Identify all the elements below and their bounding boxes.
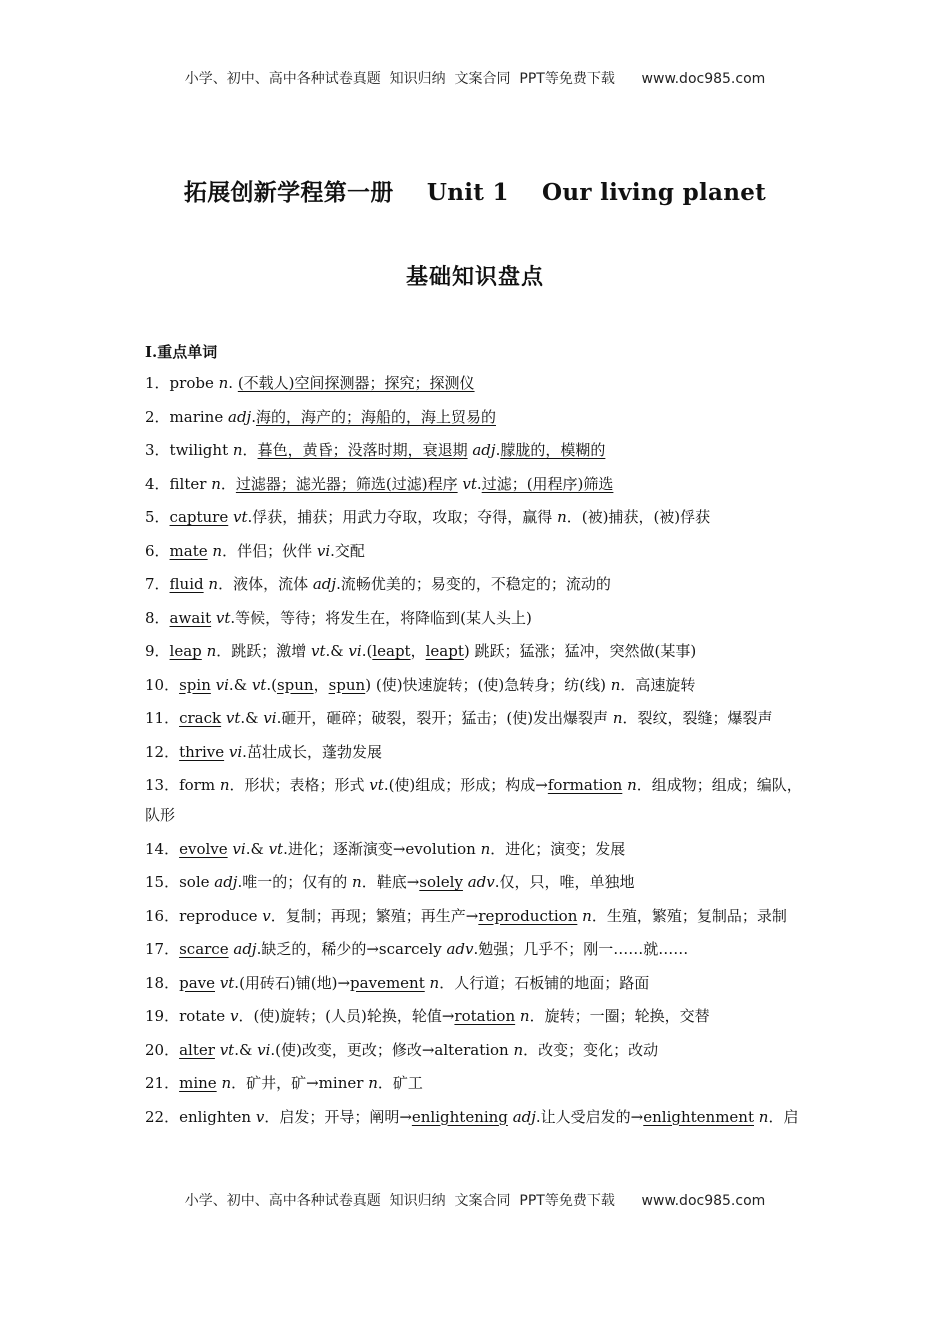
underlined-term: fluid xyxy=(169,575,204,593)
entry-text: enlighten xyxy=(179,1107,256,1126)
entry-text: .进化；逐渐演变→evolution xyxy=(283,839,481,858)
entry-text: ．裂纹，裂缝；爆裂声 xyxy=(622,709,773,727)
underlined-term: 过滤器；滤光器；筛选(过滤)程序 xyxy=(235,474,458,493)
entry-number: 3． xyxy=(145,441,170,459)
part-of-speech: adj xyxy=(472,441,496,459)
document-title: 拓展创新学程第一册 Unit 1 Our living planet xyxy=(183,179,767,206)
entry-text: .茁壮成长，蓬勃发展 xyxy=(242,742,382,761)
vocab-entry xyxy=(145,934,807,964)
entry-text: twilight xyxy=(169,441,233,459)
entry-text: ．组成物；组成；编队，队形 xyxy=(145,776,802,824)
entry-text: .让人受启发的→ xyxy=(535,1107,644,1126)
entry-number: 20． xyxy=(145,1040,180,1059)
entry-text: ．改变；变化；改动 xyxy=(523,1040,659,1059)
part-of-speech: n xyxy=(519,1007,530,1025)
part-of-speech: adj xyxy=(512,1107,536,1126)
entry-text: .仅，只，唯，单独地 xyxy=(494,873,635,891)
vocab-entry xyxy=(145,502,807,532)
vocab-entry xyxy=(145,636,807,666)
entry-number: 22． xyxy=(145,1107,180,1126)
entry-text: ．高速旋转 xyxy=(620,675,696,694)
entry-text: .交配 xyxy=(330,541,365,560)
part-of-speech: vt xyxy=(225,709,241,727)
vocab-entry xyxy=(145,901,807,931)
part-of-speech: n xyxy=(219,776,230,794)
part-of-speech: v xyxy=(229,1007,239,1025)
entry-number: 4． xyxy=(145,474,170,493)
part-of-speech: vi xyxy=(228,742,243,761)
underlined-term: scarce xyxy=(179,940,229,958)
entry-text: ．复制；再现；繁殖；再生产→ xyxy=(270,906,479,925)
underlined-term: reproduction xyxy=(478,906,578,925)
entry-text: form xyxy=(179,776,220,794)
vocab-entry xyxy=(145,1102,807,1132)
underlined-term: leapt xyxy=(372,642,411,660)
part-of-speech: adj xyxy=(312,575,337,593)
underlined-term: leap xyxy=(169,642,202,660)
entry-text: .等候，等待；将发生在，将降临到(某人头上) xyxy=(230,608,532,627)
entry-text: ．矿井，矿→miner xyxy=(231,1074,369,1092)
part-of-speech: vi xyxy=(257,1040,271,1059)
entry-number: 10． xyxy=(145,675,180,694)
part-of-speech: n xyxy=(758,1107,769,1126)
underlined-term: solely xyxy=(419,873,463,891)
part-of-speech: n xyxy=(612,709,623,727)
part-of-speech: vt xyxy=(462,474,477,493)
vocab-entry xyxy=(145,536,807,566)
part-of-speech: n xyxy=(627,776,637,794)
underlined-term: (不载人)空间探测器；探究；探测仪 xyxy=(237,374,475,392)
entry-text: .( xyxy=(361,642,373,660)
part-of-speech: v xyxy=(255,1107,265,1126)
entry-text: ． xyxy=(220,474,236,493)
entry-text: ．(被)捕获，(被)俘获 xyxy=(566,508,711,526)
part-of-speech: n xyxy=(211,474,221,493)
entry-number: 6． xyxy=(145,541,170,560)
vocabulary-list xyxy=(145,368,807,1135)
vocab-entry xyxy=(145,569,807,599)
part-of-speech: n xyxy=(610,675,621,694)
part-of-speech: adj xyxy=(233,940,257,958)
entry-text: . xyxy=(495,441,501,459)
entry-text: ．伴侣；伙伴 xyxy=(222,541,317,560)
underlined-term: mate xyxy=(169,541,208,560)
entry-text: .唯一的；仅有的 xyxy=(237,873,353,891)
part-of-speech: adj xyxy=(228,407,252,426)
entry-text: .& xyxy=(234,1040,258,1059)
entry-text: .(使)组成；形成；构成→ xyxy=(383,776,548,794)
entry-text: . xyxy=(476,474,482,493)
entry-text: .流畅优美的；易变的，不稳定的；流动的 xyxy=(336,575,611,593)
vocab-entry xyxy=(145,1001,807,1031)
part-of-speech: adv xyxy=(467,873,495,891)
entry-text: marine xyxy=(169,407,228,426)
underlined-term: leapt xyxy=(425,642,464,660)
part-of-speech: n xyxy=(557,508,567,526)
part-of-speech: n xyxy=(208,575,219,593)
entry-text: ．形状；表格；形式 xyxy=(229,776,370,794)
entry-text: ．液体，流体 xyxy=(218,575,313,593)
part-of-speech: vt xyxy=(215,608,231,627)
entry-text: ， xyxy=(410,642,426,660)
entry-text: ) 跳跃；猛涨；猛冲，突然做(某事) xyxy=(463,642,697,660)
entry-text: ．进化；演变；发展 xyxy=(490,839,626,858)
underlined-term: mine xyxy=(179,1074,217,1092)
entry-text: .缺乏的，稀少的→scarcely xyxy=(256,940,447,958)
entry-text: sole xyxy=(179,873,215,891)
underlined-term: capture xyxy=(169,508,229,526)
part-of-speech: n xyxy=(232,441,243,459)
entry-number: 12． xyxy=(145,742,180,761)
entry-number: 2． xyxy=(145,407,170,426)
vocab-entry xyxy=(145,670,807,700)
part-of-speech: n xyxy=(429,973,440,992)
entry-text: ．人行道；石板铺的地面；路面 xyxy=(439,973,650,992)
entry-number: 1． xyxy=(145,374,170,392)
entry-number: 11． xyxy=(145,709,180,727)
entry-text: .( xyxy=(266,675,277,694)
vocab-entry xyxy=(145,737,807,767)
entry-number: 15． xyxy=(145,873,180,891)
entry-number: 14． xyxy=(145,839,180,858)
underlined-term: 海的，海产的；海船的，海上贸易的 xyxy=(255,407,496,426)
entry-text: . xyxy=(251,407,256,426)
part-of-speech: n xyxy=(480,839,491,858)
entry-text: rotate xyxy=(179,1007,230,1025)
entry-text: ．(使)旋转；(人员)轮换，轮值→ xyxy=(238,1007,455,1025)
vocab-entry xyxy=(145,703,807,733)
entry-text: .& xyxy=(325,642,349,660)
part-of-speech: n xyxy=(368,1074,378,1092)
entry-number: 17． xyxy=(145,940,180,958)
underlined-term: 暮色，黄昏；没落时期，衰退期 xyxy=(257,441,468,459)
underlined-term: spin xyxy=(179,675,211,694)
part-of-speech: n xyxy=(513,1040,524,1059)
vocab-entry xyxy=(145,469,807,499)
entry-number: 19． xyxy=(145,1007,180,1025)
part-of-speech: v xyxy=(262,906,271,925)
part-of-speech: vt xyxy=(369,776,384,794)
page-header-banner: 小学、初中、高中各种试卷真题 知识归纳 文案合同 PPT等免费下载 www.doc985.com xyxy=(184,71,766,87)
entry-text: ， xyxy=(313,675,329,694)
entry-text: ．启 xyxy=(768,1107,799,1126)
entry-text: .勉强；几乎不；刚一……就…… xyxy=(473,940,689,958)
part-of-speech: adj xyxy=(214,873,238,891)
underlined-term: pavement xyxy=(350,973,425,992)
entry-number: 9． xyxy=(145,642,170,660)
entry-text: filter xyxy=(169,474,212,493)
part-of-speech: n xyxy=(212,541,223,560)
entry-number: 7． xyxy=(145,575,170,593)
vocab-entry xyxy=(145,402,807,432)
underlined-term: evolve xyxy=(179,839,228,858)
vocab-entry xyxy=(145,1035,807,1065)
part-of-speech: vi xyxy=(215,675,229,694)
part-of-speech: vi xyxy=(232,839,246,858)
entry-text: ．鞋底→ xyxy=(361,873,420,891)
part-of-speech: vi xyxy=(263,709,277,727)
part-of-speech: adv xyxy=(446,940,474,958)
vocab-entry xyxy=(145,368,807,398)
underlined-term: await xyxy=(169,608,212,627)
vocab-entry xyxy=(145,867,807,897)
entry-number: 13． xyxy=(145,776,180,794)
part-of-speech: vt xyxy=(219,1040,235,1059)
vocab-entry xyxy=(145,435,807,465)
part-of-speech: vt xyxy=(251,675,267,694)
part-of-speech: n xyxy=(221,1074,232,1092)
entry-text: probe xyxy=(169,374,219,392)
underlined-term: pave xyxy=(179,973,215,992)
vocab-entry xyxy=(145,603,807,633)
underlined-term: 朦胧的，模糊的 xyxy=(500,441,606,459)
underlined-term: enlightening xyxy=(411,1107,508,1126)
entry-text: .砸开，砸碎；破裂，裂开；猛击；(使)发出爆裂声 xyxy=(276,709,613,727)
entry-text: .& xyxy=(240,709,264,727)
entry-text: ．矿工 xyxy=(377,1074,423,1092)
entry-text: ． xyxy=(242,441,258,459)
entry-text: ) (使)快速旋转；(使)急转身；纺(线) xyxy=(365,675,611,694)
entry-text: .(用砖石)铺(地)→ xyxy=(234,973,351,992)
part-of-speech: vt xyxy=(219,973,235,992)
underlined-term: alter xyxy=(179,1040,215,1059)
entry-text: reproduce xyxy=(179,906,263,925)
entry-text: .(使)改变，更改；修改→alteration xyxy=(270,1040,514,1059)
underlined-term: formation xyxy=(547,776,623,794)
entry-text: .俘获，捕获；用武力夺取，攻取；夺得，赢得 xyxy=(247,508,558,526)
entry-number: 16． xyxy=(145,906,180,925)
vocab-entry xyxy=(145,770,807,830)
part-of-speech: n xyxy=(206,642,217,660)
part-of-speech: vi xyxy=(348,642,362,660)
page-footer-banner: 小学、初中、高中各种试卷真题 知识归纳 文案合同 PPT等免费下载 www.doc985.com xyxy=(184,1193,766,1209)
entry-number: 8． xyxy=(145,608,170,627)
entry-text: .& xyxy=(245,839,269,858)
underlined-term: 过滤；(用程序)筛选 xyxy=(481,474,614,493)
entry-text: . xyxy=(228,374,238,392)
part-of-speech: vi xyxy=(316,541,331,560)
underlined-term: enlightenment xyxy=(643,1107,754,1126)
underlined-term: crack xyxy=(179,709,222,727)
entry-text: .& xyxy=(228,675,252,694)
vocab-entry xyxy=(145,968,807,998)
vocab-entry xyxy=(145,1068,807,1098)
part-of-speech: n xyxy=(218,374,229,392)
part-of-speech: vt xyxy=(311,642,326,660)
entry-number: 21． xyxy=(145,1074,180,1092)
part-of-speech: vt xyxy=(268,839,284,858)
entry-text: ．旋转；一圈；轮换，交替 xyxy=(529,1007,710,1025)
section-title: 基础知识盘点 xyxy=(405,264,544,290)
entry-number: 5． xyxy=(145,508,170,526)
section-heading-key-words: Ⅰ.重点单词 xyxy=(145,343,218,361)
entry-text: ．生殖，繁殖；复制品；录制 xyxy=(591,906,787,925)
part-of-speech: n xyxy=(352,873,362,891)
entry-text: ．跳跃；激增 xyxy=(216,642,312,660)
part-of-speech: n xyxy=(582,906,592,925)
vocab-entry xyxy=(145,834,807,864)
entry-text: ．启发；开导；阐明→ xyxy=(264,1107,412,1126)
underlined-term: spun xyxy=(276,675,314,694)
entry-number: 18． xyxy=(145,973,180,992)
underlined-term: rotation xyxy=(454,1007,516,1025)
part-of-speech: vt xyxy=(233,508,248,526)
underlined-term: spun xyxy=(328,675,366,694)
underlined-term: thrive xyxy=(179,742,225,761)
